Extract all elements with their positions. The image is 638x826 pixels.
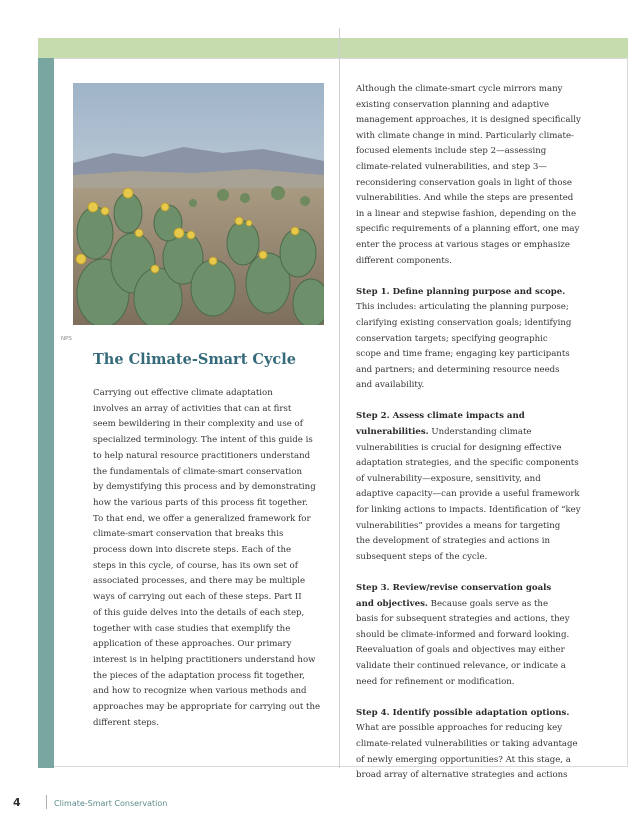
step-text: climate-related vulnerabilities or taking advantage [356, 738, 578, 749]
step-text: basis for subsequent strategies and actions, they [356, 614, 570, 625]
footer-separator [46, 795, 47, 809]
step-line [356, 612, 626, 628]
right-column [356, 82, 626, 784]
step-text: conservation targets; specifying geographic [356, 333, 548, 344]
steps-list [356, 269, 626, 784]
body-line: climate-smart conservation that breaks this [93, 529, 284, 540]
intro-line: in a linear and stepwise fashion, depending on the [356, 208, 577, 219]
step-line [356, 659, 626, 675]
step-heading: Step 2. Assess climate impacts and [356, 411, 525, 422]
step-line [356, 425, 626, 441]
step-line [356, 456, 626, 472]
step-text: Reevaluation of goals and objectives may either [356, 645, 565, 656]
step-line [356, 332, 626, 348]
step-line [356, 472, 626, 488]
step-line [356, 519, 626, 535]
step-line [356, 316, 626, 332]
step-line [356, 550, 626, 566]
step-heading: Step 1. Define planning purpose and scope. [356, 286, 566, 297]
body-line: interest is in helping practitioners understand how [93, 654, 316, 665]
step-block [356, 285, 626, 394]
step-line [356, 737, 626, 753]
body-line: application of these approaches. Our primary [93, 639, 292, 650]
frame-rule-right [627, 58, 628, 766]
intro-line: different components. [356, 255, 452, 266]
step-text: the development of strategies and actions in [356, 536, 551, 547]
intro-line: focused elements include step 2—assessing [356, 146, 547, 157]
step-text: adaptation strategies, and the specific components [356, 458, 579, 469]
cactus-photo-icon [73, 83, 324, 325]
step-heading: vulnerabilities. [356, 427, 429, 438]
step-heading: Step 4. Identify possible adaptation options. [356, 707, 570, 718]
step-text: adaptive capacity—can provide a useful framework [356, 489, 580, 500]
body-line: ways of carrying out each of these steps. Part II [93, 592, 302, 603]
body-line: associated processes, and there may be multiple [93, 576, 306, 587]
step-text: What are possible approaches for reducing key [356, 723, 563, 734]
step-text: should be climate-informed and forward looking. [356, 629, 570, 640]
body-line: seem bewildering in their complexity and use of [93, 419, 303, 430]
step-line [356, 487, 626, 503]
step-line [356, 706, 626, 722]
body-line: involves an array of activities that can at first [93, 403, 292, 414]
step-text: validate their continued relevance, or indicate a [356, 660, 566, 671]
body-line: steps in this cycle, of course, has its own set of [93, 560, 298, 571]
step-line [356, 597, 626, 613]
step-text: Because goals serve as the [427, 598, 549, 609]
frame-rule-top [54, 58, 628, 59]
step-line [356, 503, 626, 519]
step-block [356, 706, 626, 784]
step-line [356, 628, 626, 644]
step-spacer [356, 690, 626, 706]
body-line: the fundamentals of climate-smart conservation [93, 466, 303, 477]
step-line [356, 285, 626, 301]
intro-line: with climate change in mind. Particularly climate- [356, 130, 574, 141]
body-line: To that end, we offer a generalized framework for [93, 513, 311, 524]
step-text: clarifying existing conservation goals; identifying [356, 317, 572, 328]
step-line [356, 753, 626, 769]
step-text: and availability. [356, 380, 425, 391]
intro-line: reconsidering conservation goals in light of those [356, 177, 572, 188]
intro-line: management approaches, it is designed specifically [356, 115, 581, 126]
intro-line: enter the process at various stages or emphasize [356, 239, 570, 250]
step-heading: Step 3. Review/revise conservation goals [356, 583, 552, 593]
step-spacer [356, 565, 626, 581]
step-text: scope and time frame; engaging key participants [356, 349, 570, 360]
step-line [356, 378, 626, 394]
step-line [356, 363, 626, 379]
cactus-landscape-photo [73, 83, 324, 325]
body-line: Carrying out effective climate adaptation [93, 388, 273, 398]
side-accent-bar [38, 58, 54, 768]
step-text: need for refinement or modification. [356, 676, 515, 687]
step-line [356, 441, 626, 457]
body-line: approaches may be appropriate for carrying out the [93, 702, 321, 713]
body-line: how the various parts of this process fit together. [93, 497, 308, 508]
intro-paragraph [356, 82, 626, 269]
step-text: vulnerabilities” provides a means for targeting [356, 520, 561, 531]
step-text: for linking actions to impacts. Identification of “key [356, 505, 581, 516]
step-line [356, 675, 626, 691]
body-line: specialized terminology. The intent of this guide is [93, 435, 313, 446]
step-heading: and objectives. [356, 598, 428, 609]
step-text: This includes: articulating the planning purpose; [356, 302, 569, 313]
step-line [356, 534, 626, 550]
intro-line: Although the climate-smart cycle mirrors many [356, 84, 563, 94]
step-text: broad array of alternative strategies and actions [356, 770, 568, 781]
step-line [356, 643, 626, 659]
section-title: The Climate-Smart Cycle [93, 351, 296, 368]
step-line [356, 768, 626, 784]
step-line [356, 721, 626, 737]
intro-line: vulnerabilities. And while the steps are presented [356, 193, 574, 204]
step-block [356, 409, 626, 565]
footer-label: Climate-Smart Conservation [54, 799, 168, 808]
step-spacer [356, 269, 626, 285]
body-line: and how to recognize when various methods and [93, 686, 307, 697]
body-line: of this guide delves into the details of each step, [93, 607, 305, 618]
step-line [356, 300, 626, 316]
column-divider [339, 28, 340, 768]
body-line: different steps. [93, 717, 159, 728]
page-number: 4 [13, 796, 21, 809]
step-text: subsequent steps of the cycle. [356, 551, 488, 562]
body-line: together with case studies that exemplify the [93, 623, 291, 634]
header-color-band [38, 38, 628, 58]
step-line [356, 347, 626, 363]
step-line [356, 409, 626, 425]
step-text: vulnerabilities is crucial for designing effective [356, 442, 562, 453]
step-spacer [356, 394, 626, 410]
step-block [356, 581, 626, 690]
step-text: of vulnerability—exposure, sensitivity, and [356, 473, 541, 484]
body-line: the pieces of the adaptation process fit together, [93, 670, 305, 681]
step-text: and partners; and determining resource needs [356, 364, 560, 375]
body-line: to help natural resource practitioners understand [93, 450, 311, 461]
intro-line: existing conservation planning and adaptive [356, 99, 550, 110]
step-text: Understanding climate [428, 427, 532, 438]
left-paragraph [93, 386, 335, 731]
body-line: process down into discrete steps. Each of the [93, 545, 292, 556]
intro-line: specific requirements of a planning effort, one may [356, 224, 580, 235]
intro-line: climate-related vulnerabilities, and step 3— [356, 161, 547, 172]
step-line [356, 581, 626, 597]
photo-credit: NPS [61, 336, 72, 342]
body-line: by demystifying this process and by demonstrating [93, 482, 316, 493]
step-text: of newly emerging opportunities? At this stage, a [356, 754, 571, 765]
